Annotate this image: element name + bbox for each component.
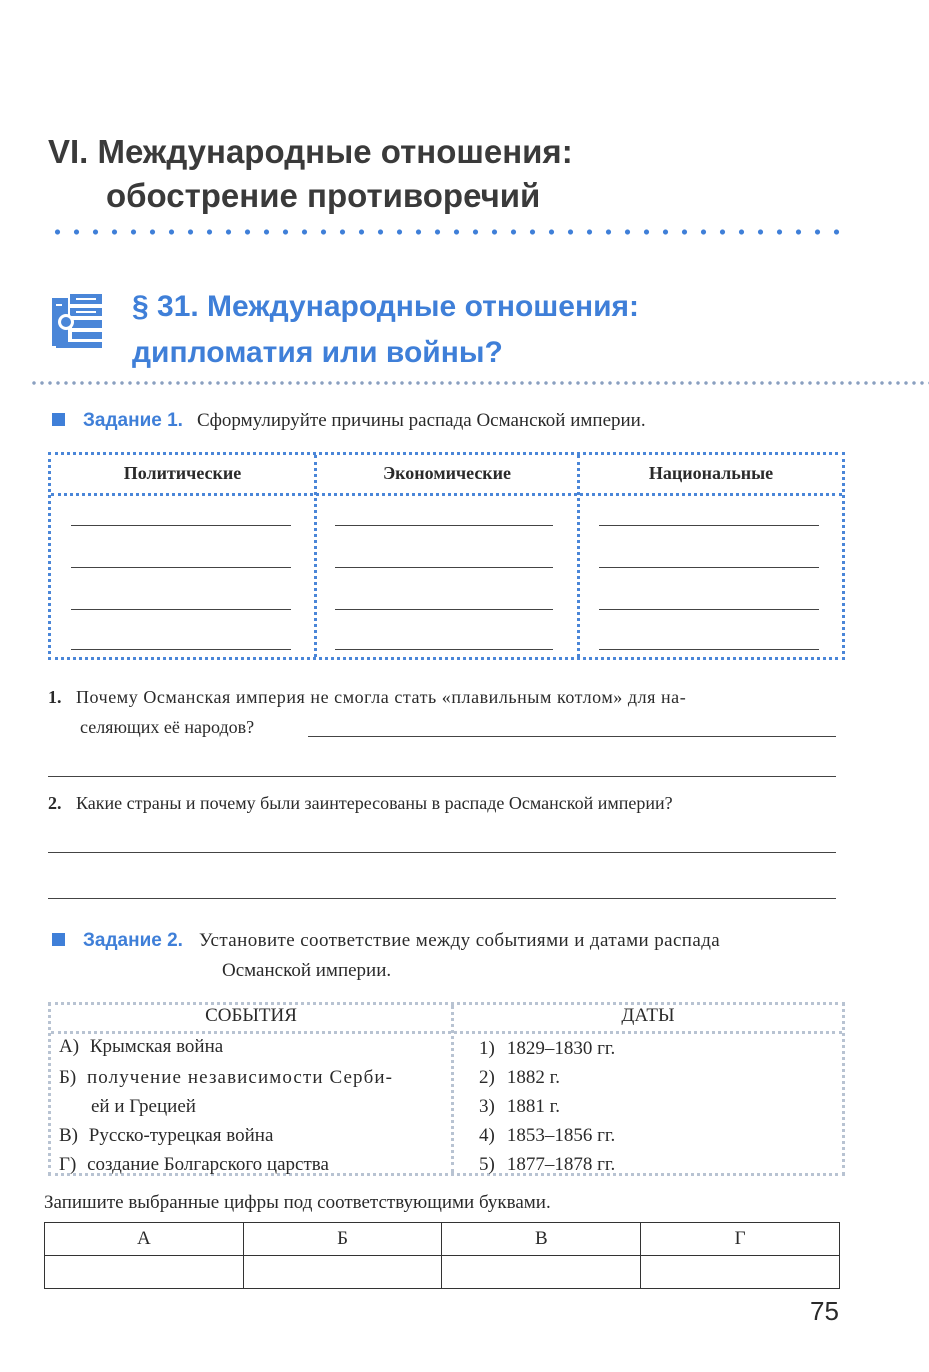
date-item: 4) 1853–1856 гг. (479, 1125, 616, 1146)
question-2 (48, 788, 844, 818)
date-item: 5) 1877–1878 гг. (479, 1154, 616, 1175)
answer-line[interactable] (71, 567, 291, 568)
answer-cell-v[interactable] (442, 1256, 641, 1289)
date-item: 3) 1881 г. (479, 1096, 560, 1117)
question-2-answer-line[interactable] (48, 852, 836, 853)
answer-header-v: В (442, 1223, 641, 1256)
event-item: А) Крымская война (59, 1036, 224, 1057)
answer-line[interactable] (599, 609, 819, 610)
answer-line[interactable] (599, 649, 819, 650)
section-book-icon (50, 292, 104, 350)
answer-cell-a[interactable] (45, 1256, 244, 1289)
answer-cell-b[interactable] (243, 1256, 442, 1289)
causes-table (48, 452, 845, 660)
answer-line[interactable] (335, 525, 553, 526)
chapter-title-line1: VI. Международные отношения: (48, 133, 573, 170)
section-title-line2: дипломатия или войны? (132, 336, 503, 369)
event-item: Г) создание Болгарского царства (59, 1154, 329, 1175)
task-marker-icon (52, 933, 65, 946)
answer-line[interactable] (71, 609, 291, 610)
answer-line[interactable] (71, 525, 291, 526)
task2-label: Задание 2. (83, 930, 183, 951)
answer-line[interactable] (71, 649, 291, 650)
question-1-number: 1. (48, 687, 62, 707)
task-marker-icon (52, 413, 65, 426)
event-item: Б) получение независимости Серби- (59, 1067, 394, 1088)
task2-heading (52, 930, 844, 952)
question-2-text: Какие страны и почему были заинтересованы в распаде Османской империи? (76, 793, 673, 813)
answer-header-b: Б (243, 1223, 442, 1256)
question-1-text-line2: селяющих её народов? (80, 717, 255, 737)
answer-instruction: Запишите выбранные цифры под соответствующими буквами. (44, 1192, 551, 1213)
section-title-line1: § 31. Международные отношения: (132, 290, 640, 323)
section-divider (30, 381, 929, 385)
chapter-title (48, 130, 573, 218)
answer-input-row (45, 1256, 840, 1289)
question-1-text-line1: Почему Османская империя не смогла стать «плавильным котлом» для на- (76, 687, 687, 707)
col-header-national: Национальные (648, 463, 774, 483)
col-header-political: Политические (123, 463, 242, 483)
answer-line[interactable] (599, 525, 819, 526)
question-2-number: 2. (48, 793, 62, 813)
answer-line[interactable] (599, 567, 819, 568)
section-title (132, 284, 639, 376)
answer-line[interactable] (335, 649, 553, 650)
answer-header-a: А (45, 1223, 244, 1256)
answer-line[interactable] (335, 609, 553, 610)
task1-text: Сформулируйте причины распада Османской империи. (196, 410, 646, 431)
page-number: 75 (810, 1296, 839, 1326)
task1-label: Задание 1. (83, 410, 183, 431)
answer-header-g: Г (641, 1223, 840, 1256)
event-item: В) Русско-турецкая война (59, 1125, 274, 1146)
task2-text-line2: Османской империи. (222, 960, 392, 981)
date-item: 1) 1829–1830 гг. (479, 1038, 616, 1059)
question-1-answer-line[interactable] (308, 736, 836, 737)
answer-line[interactable] (335, 567, 553, 568)
chapter-divider (48, 229, 848, 235)
answer-table (44, 1222, 840, 1289)
question-2-answer-line[interactable] (48, 898, 836, 899)
task1-heading (52, 410, 646, 432)
col-header-economic: Экономические (382, 463, 512, 483)
event-item-continuation: ей и Грецией (91, 1096, 196, 1117)
answer-header-row (45, 1223, 840, 1256)
events-header: СОБЫТИЯ (205, 1005, 297, 1026)
dates-header: ДАТЫ (621, 1005, 675, 1026)
question-1-answer-line[interactable] (48, 776, 836, 777)
task2-text-line1: Установите соответствие между событиями и датами распада (198, 930, 721, 951)
answer-cell-g[interactable] (641, 1256, 840, 1289)
question-1 (48, 682, 844, 742)
matching-table (48, 1002, 845, 1176)
date-item: 2) 1882 г. (479, 1067, 560, 1088)
chapter-title-line2: обострение противоречий (106, 177, 541, 214)
